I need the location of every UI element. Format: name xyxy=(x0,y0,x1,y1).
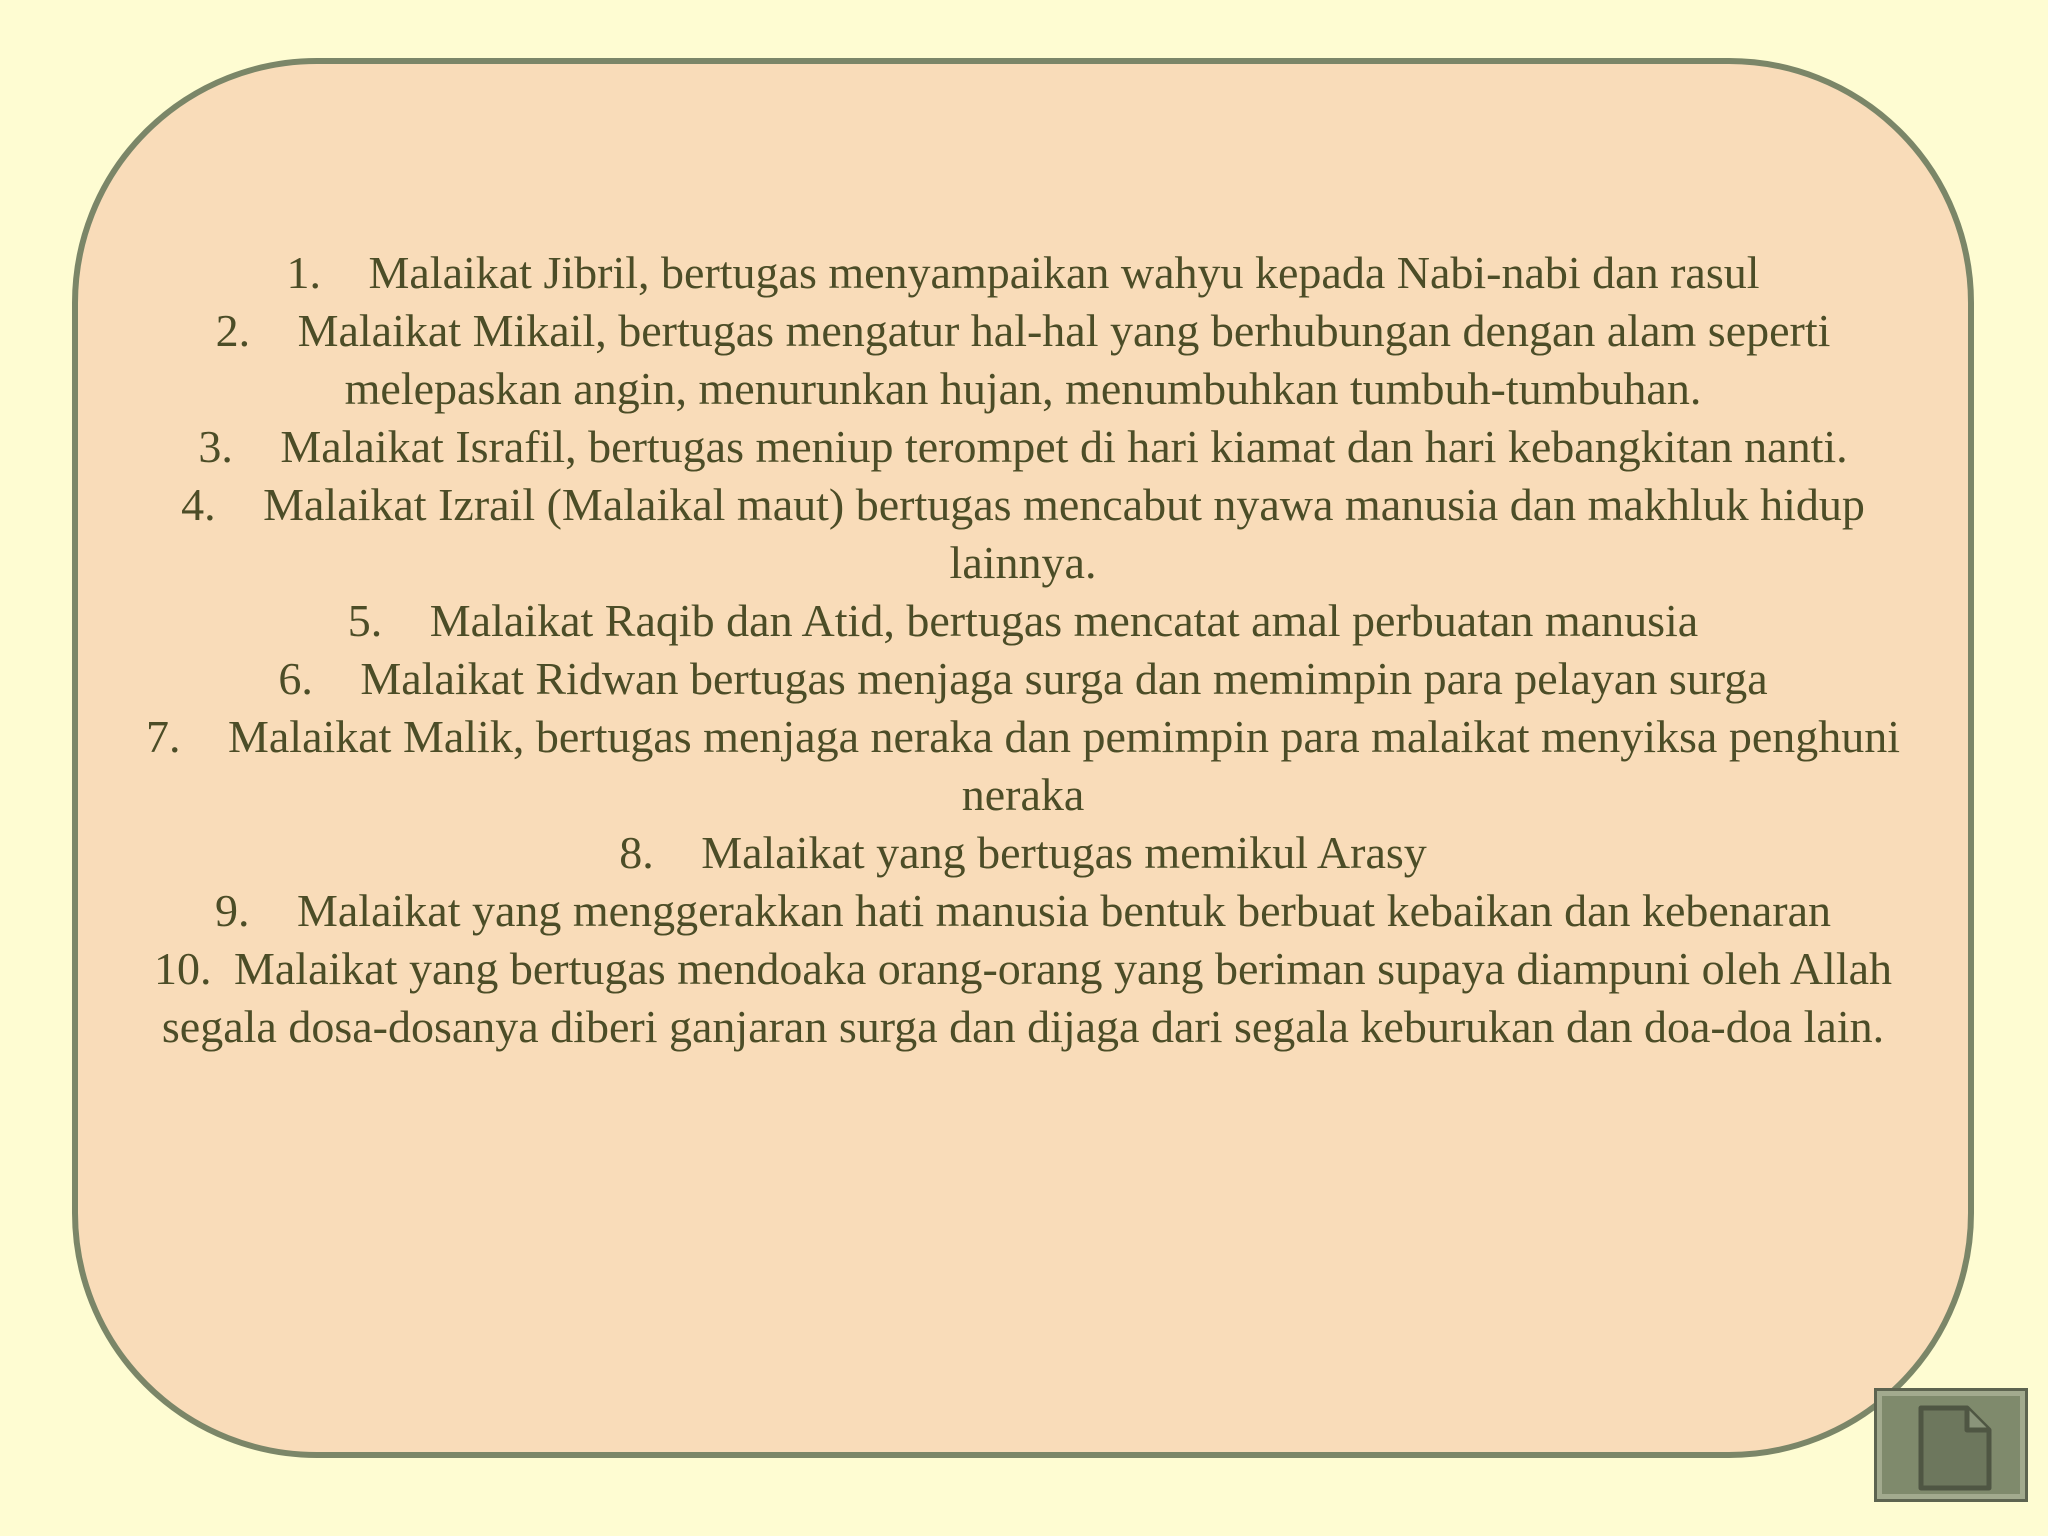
list-item xyxy=(133,302,1913,418)
item-text: Malaikat Jibril, bertugas menyampaikan wahyu kepada Nabi-nabi dan rasul xyxy=(368,247,1760,298)
item-number: 6. xyxy=(278,653,313,704)
list-item xyxy=(133,592,1913,650)
angels-list xyxy=(133,244,1913,1056)
item-number: 10. xyxy=(153,943,212,994)
item-number: 3. xyxy=(198,421,233,472)
item-number: 8. xyxy=(619,827,654,878)
list-item xyxy=(133,824,1913,882)
item-text: Malaikat Israfil, bertugas meniup terompet di hari kiamat dan hari kebangkitan nanti. xyxy=(280,421,1848,472)
item-number: 2. xyxy=(215,305,251,356)
list-item xyxy=(133,940,1913,1056)
item-number: 7. xyxy=(145,711,181,762)
item-text: Malaikat Malik, bertugas menjaga neraka dan pemimpin para malaikat menyiksa penghuni neraka xyxy=(227,711,1901,820)
item-text: Malaikat yang bertugas memikul Arasy xyxy=(701,827,1427,878)
list-item xyxy=(133,708,1913,824)
document-nav-button[interactable] xyxy=(1874,1388,2028,1502)
list-item xyxy=(133,418,1913,476)
item-text: Malaikat Raqib dan Atid, bertugas mencatat amal perbuatan manusia xyxy=(429,595,1699,646)
list-item xyxy=(133,882,1913,940)
item-number: 9. xyxy=(214,885,250,936)
item-number: 5. xyxy=(347,595,383,646)
item-text: Malaikat yang menggerakkan hati manusia bentuk berbuat kebaikan dan kebenaran xyxy=(296,885,1831,936)
item-text: Malaikat Izrail (Malaikal maut) bertugas mencabut nyawa manusia dan makhluk hidup lainnya. xyxy=(263,479,1865,588)
content-panel xyxy=(72,58,1974,1458)
item-text: Malaikat Ridwan bertugas menjaga surga dan memimpin para pelayan surga xyxy=(360,653,1768,704)
list-item xyxy=(133,476,1913,592)
item-text: Malaikat Mikail, bertugas mengatur hal-hal yang berhubungan dengan alam seperti melepaskan angin, menurunkan hujan, menumbuhkan tumbuh-tumbuhan. xyxy=(297,305,1831,414)
list-item xyxy=(133,650,1913,708)
item-number: 1. xyxy=(286,247,321,298)
list-item xyxy=(133,244,1913,302)
document-icon xyxy=(1915,1405,1993,1491)
item-number: 4. xyxy=(181,479,216,530)
item-text: Malaikat yang bertugas mendoaka orang-orang yang beriman supaya diampuni oleh Allah segala dosa-dosanya diberi ganjaran surga dan dijaga dari segala keburukan dan doa-doa lain. xyxy=(161,943,1893,1052)
